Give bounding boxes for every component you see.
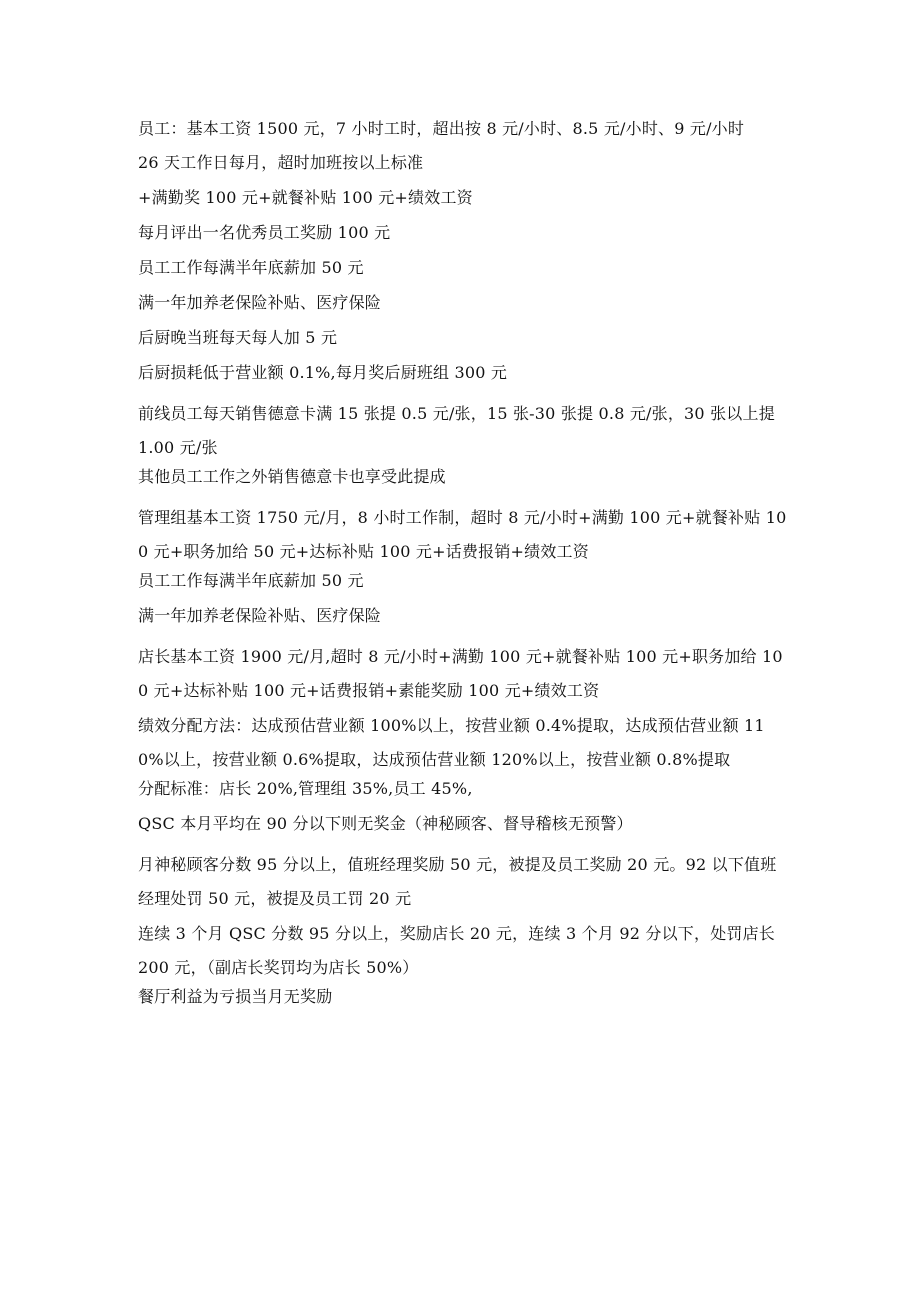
paragraph-performance-method: 绩效分配方法：达成预估营业额 100%以上，按营业额 0.4%提取，达成预估营业额 110%以上，按营业额 0.6%提取，达成预估营业额 120%以上，按营业额 0.8%提取 — [138, 716, 765, 769]
paragraph-half-year-raise: 员工工作每满半年底薪加 50 元 — [138, 258, 364, 277]
paragraph-bonuses: +满勤奖 100 元+就餐补贴 100 元+绩效工资 — [138, 188, 473, 207]
paragraph-mystery-customer: 月神秘顾客分数 95 分以上，值班经理奖励 50 元，被提及员工奖励 20 元。92 以下值班经理处罚 50 元，被提及员工罚 20 元 — [138, 855, 777, 908]
paragraph-loss-no-bonus: 餐厅利益为亏损当月无奖励 — [138, 987, 333, 1006]
paragraph-other-staff-commission: 其他员工工作之外销售德意卡也享受此提成 — [138, 467, 446, 486]
paragraph-consecutive-qsc: 连续 3 个月 QSC 分数 95 分以上，奖励店长 20 元，连续 3 个月 92 分以下，处罚店长 200 元，（副店长奖罚均为店长 50%） — [138, 924, 775, 977]
paragraph-distribution: 分配标准：店长 20%,管理组 35%,员工 45%, — [138, 779, 473, 798]
paragraph-card-commission: 前线员工每天销售德意卡满 15 张提 0.5 元/张，15 张-30 张提 0.8 元/张，30 张以上提 1.00 元/张 — [138, 404, 775, 457]
paragraph-kitchen-loss: 后厨损耗低于营业额 0.1%,每月奖后厨班组 300 元 — [138, 363, 508, 382]
paragraph-kitchen-night-shift: 后厨晚当班每天每人加 5 元 — [138, 328, 338, 347]
paragraph-manager-pay: 店长基本工资 1900 元/月,超时 8 元/小时+满勤 100 元+就餐补贴 100 元+职务加给 100 元+达标补贴 100 元+话费报销+素能奖励 100 元+绩效工资 — [138, 647, 783, 700]
paragraph-best-employee: 每月评出一名优秀员工奖励 100 元 — [138, 223, 391, 242]
paragraph-management-insurance: 满一年加养老保险补贴、医疗保险 — [138, 606, 382, 625]
paragraph-insurance: 满一年加养老保险补贴、医疗保险 — [138, 293, 382, 312]
paragraph-management-raise: 员工工作每满半年底薪加 50 元 — [138, 571, 364, 590]
document-body — [138, 118, 788, 1021]
paragraph-staff-base-pay: 员工：基本工资 1500 元，7 小时工时，超出按 8 元/小时、8.5 元/小时、9 元/小时 — [138, 119, 745, 138]
paragraph-workdays: 26 天工作日每月，超时加班按以上标准 — [138, 153, 424, 172]
paragraph-management-pay: 管理组基本工资 1750 元/月，8 小时工作制，超时 8 元/小时+满勤 100 元+就餐补贴 100 元+职务加给 50 元+达标补贴 100 元+话费报销+绩效工资 — [138, 508, 787, 561]
paragraph-qsc-threshold: QSC 本月平均在 90 分以下则无奖金（神秘顾客、督导稽核无预警） — [138, 814, 633, 833]
